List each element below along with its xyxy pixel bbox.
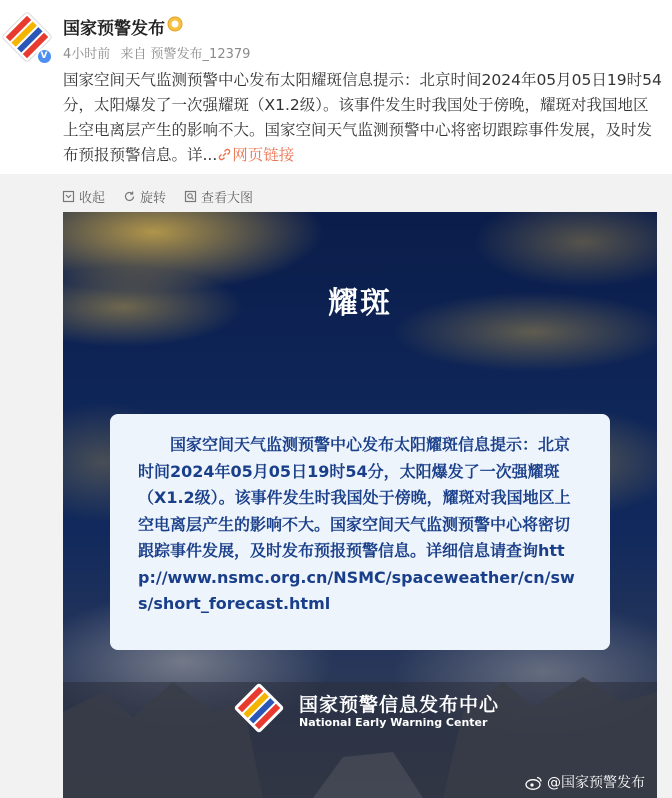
rotate-icon xyxy=(123,190,136,203)
weibo-icon xyxy=(525,775,543,790)
collapse-label: 收起 xyxy=(79,190,106,206)
post-meta xyxy=(63,43,256,62)
org-name-en: National Early Warning Center xyxy=(299,716,488,729)
post-text: 国家空间天气监测预警中心发布太阳耀斑信息提示：北京时间2024年05月05日19时54分，太阳爆发了一次强耀斑（X1.2级）。该事件发生时我国处于傍晚，耀斑对我国地区上空电离层产生的影响不大。国家空间天气监测预警中心将密切跟踪事件发展，及时发布预报预警信息。详... xyxy=(63,71,662,164)
view-large-label: 查看大图 xyxy=(201,190,254,206)
view-large-button[interactable] xyxy=(184,186,253,206)
link-icon[interactable] xyxy=(218,148,231,161)
image-toolbar xyxy=(62,186,253,206)
account-name[interactable]: 国家预警发布 xyxy=(63,19,165,39)
post-header xyxy=(0,0,672,70)
collapse-icon xyxy=(62,190,75,203)
poster-title: 耀斑 xyxy=(328,286,392,321)
web-link[interactable]: 网页链接 xyxy=(232,146,295,164)
medal-icon[interactable] xyxy=(167,16,183,32)
nwc-logo-icon xyxy=(231,680,287,736)
notice-card xyxy=(110,414,610,650)
post-time[interactable]: 4小时前 xyxy=(63,47,111,62)
view-large-icon xyxy=(184,190,197,203)
notice-text: 国家空间天气监测预警中心发布太阳耀斑信息提示：北京时间2024年05月05日19时54分，太阳爆发了一次强耀斑（X1.2级）。该事件发生时我国处于傍晚，耀斑对我国地区上空电离层产生的影响不大。国家空间天气监测预警中心将密切跟踪事件发展，及时发布预报预警信息。详细信息请查询http://www.nsmc.org.cn/NSMC/spaceweather/cn/sws/short_forecast.html xyxy=(138,435,575,613)
weibo-watermark xyxy=(525,772,645,792)
post-body xyxy=(63,68,663,168)
watermark-text: @国家预警发布 xyxy=(547,775,645,791)
poster-image[interactable] xyxy=(63,212,657,798)
collapse-button[interactable] xyxy=(62,186,105,206)
rotate-label: 旋转 xyxy=(140,190,167,206)
post-source[interactable]: 来自 预警发布_12379 xyxy=(120,47,251,62)
rotate-button[interactable] xyxy=(123,186,166,206)
verified-badge-icon: V xyxy=(36,48,52,64)
org-name-cn: 国家预警信息发布中心 xyxy=(299,694,500,716)
